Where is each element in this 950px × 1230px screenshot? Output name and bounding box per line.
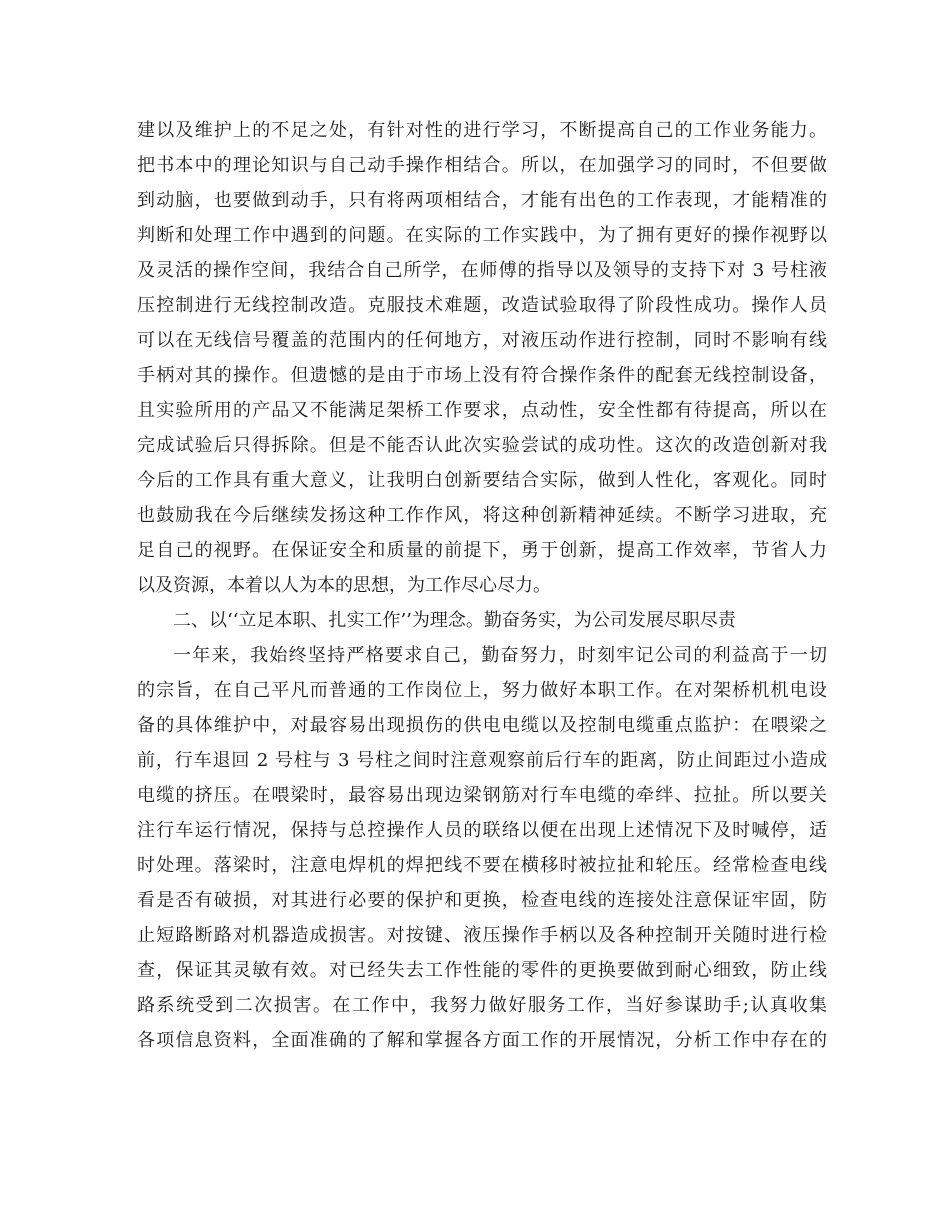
text-line: 可以在无线信号覆盖的范围内的任何地方，对液压动作进行控制，同时不影响有线 xyxy=(137,330,827,351)
text-line: 看是否有破损，对其进行必要的保护和更换，检查电线的连接处注意保证牢固，防 xyxy=(137,890,827,911)
text-line: 建以及维护上的不足之处，有针对性的进行学习，不断提高自己的工作业务能力。 xyxy=(137,120,827,141)
text-line: 的宗旨，在自己平凡而普通的工作岗位上，努力做好本职工作。在对架桥机机电设 xyxy=(137,680,827,701)
text-line: 查，保证其灵敏有效。对已经失去工作性能的零件的更换要做到耐心细致，防止线 xyxy=(137,960,827,981)
text-line: 到动脑，也要做到动手，只有将两项相结合，才能有出色的工作表现，才能精准的 xyxy=(137,190,827,211)
text-line: 路系统受到二次损害。在工作中，我努力做好服务工作，当好参谋助手;认真收集 xyxy=(137,995,827,1016)
text-line: 备的具体维护中，对最容易出现损伤的供电电缆以及控制电缆重点监护：在喂梁之 xyxy=(137,715,827,736)
text-line: 注行车运行情况，保持与总控操作人员的联络以便在出现上述情况下及时喊停，适 xyxy=(137,820,827,841)
text-line: 时处理。落梁时，注意电焊机的焊把线不要在横移时被拉扯和轮压。经常检查电线 xyxy=(137,855,827,876)
text-line: 也鼓励我在今后继续发扬这种工作作风，将这种创新精神延续。不断学习进取，充 xyxy=(137,505,827,526)
text-line: 且实验所用的产品又不能满足架桥工作要求，点动性，安全性都有待提高，所以在 xyxy=(137,400,827,421)
text-line: 完成试验后只得拆除。但是不能否认此次实验尝试的成功性。这次的改造创新对我 xyxy=(137,435,827,456)
text-line: 止短路断路对机器造成损害。对按键、液压操作手柄以及各种控制开关随时进行检 xyxy=(137,925,827,946)
text-line: 及灵活的操作空间，我结合自己所学，在师傅的指导以及领导的支持下对 3 号柱液 xyxy=(137,260,827,281)
document-body xyxy=(137,113,827,1058)
text-line: 足自己的视野。在保证安全和质量的前提下，勇于创新，提高工作效率，节省人力 xyxy=(137,540,827,561)
section-heading: 二、以‘‘立足本职、扎实工作’’为理念。勤奋务实，为公司发展尽职尽责 xyxy=(173,610,736,631)
text-line: 前，行车退回 2 号柱与 3 号柱之间时注意观察前后行车的距离，防止间距过小造成 xyxy=(137,750,827,771)
text-line: 今后的工作具有重大意义，让我明白创新要结合实际，做到人性化，客观化。同时 xyxy=(137,470,827,491)
text-line: 手柄对其的操作。但遗憾的是由于市场上没有符合操作条件的配套无线控制设备， xyxy=(137,365,827,386)
text-line: 各项信息资料，全面准确的了解和掌握各方面工作的开展情况，分析工作中存在的 xyxy=(137,1030,827,1051)
text-line: 压控制进行无线控制改造。克服技术难题，改造试验取得了阶段性成功。操作人员 xyxy=(137,295,827,316)
text-line: 电缆的挤压。在喂梁时，最容易出现边梁钢筋对行车电缆的牵绊、拉扯。所以要关 xyxy=(137,785,827,806)
text-line: 一年来，我始终坚持严格要求自己，勤奋努力，时刻牢记公司的利益高于一切 xyxy=(173,645,827,666)
text-line: 判断和处理工作中遇到的问题。在实际的工作实践中，为了拥有更好的操作视野以 xyxy=(137,225,827,246)
text-line: 以及资源，本着以人为本的思想，为工作尽心尽力。 xyxy=(137,575,551,596)
text-line: 把书本中的理论知识与自己动手操作相结合。所以，在加强学习的同时，不但要做 xyxy=(137,155,827,176)
